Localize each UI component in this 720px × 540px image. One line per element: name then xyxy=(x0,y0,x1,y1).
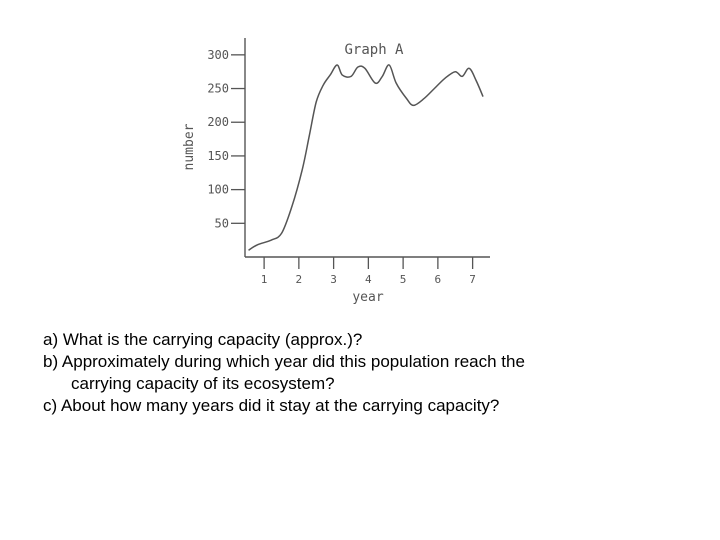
y-tick-label: 100 xyxy=(207,182,229,197)
question-list xyxy=(43,329,663,417)
y-tick-label: 300 xyxy=(207,47,229,62)
x-tick-label: 7 xyxy=(469,273,476,286)
question-b: b) Approximately during which year did this population reach the xyxy=(43,352,525,371)
question-c: c) About how many years did it stay at the carrying capacity? xyxy=(43,396,500,415)
question-a: a) What is the carrying capacity (approx.)? xyxy=(43,330,363,349)
x-tick-label: 6 xyxy=(434,273,442,286)
y-tick-label: 50 xyxy=(214,216,229,231)
x-axis-label: year xyxy=(352,290,384,305)
series-line xyxy=(249,65,484,250)
x-tick-label: 5 xyxy=(399,273,407,286)
y-tick-label: 200 xyxy=(207,115,229,130)
x-tick-label: 4 xyxy=(365,273,372,286)
x-tick-label: 3 xyxy=(330,273,337,286)
x-ticks xyxy=(261,257,476,286)
y-axis-label: number xyxy=(182,123,197,171)
chart-title: Graph A xyxy=(344,42,404,58)
y-tick-label: 150 xyxy=(207,148,229,163)
x-tick-label: 1 xyxy=(260,273,268,286)
x-tick-label: 2 xyxy=(295,273,303,286)
y-ticks xyxy=(207,48,245,230)
y-tick-label: 250 xyxy=(207,81,229,96)
question-b-continued: carrying capacity of its ecosystem? xyxy=(71,374,335,393)
